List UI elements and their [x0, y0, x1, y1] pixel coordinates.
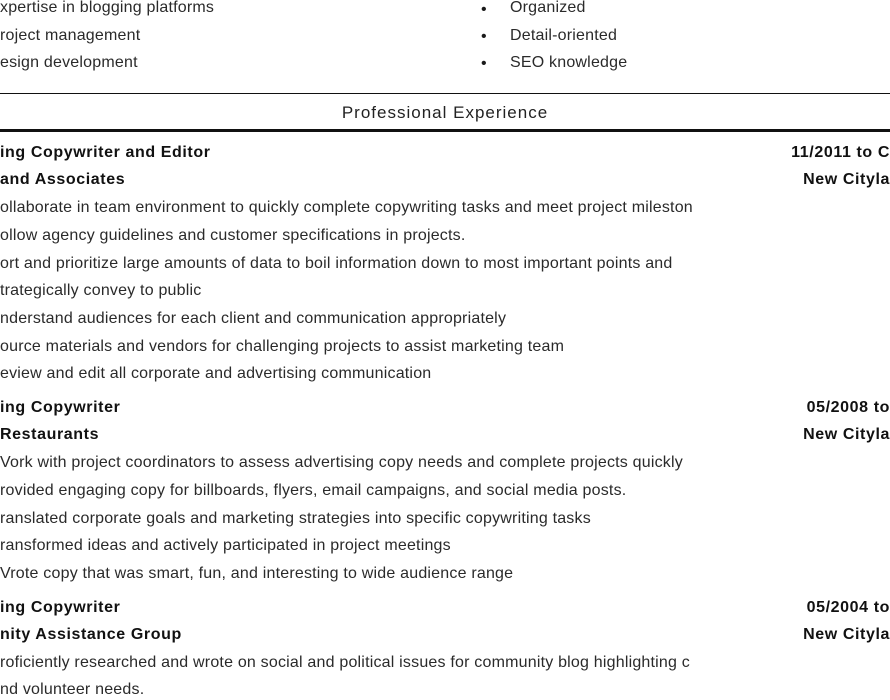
bullet-icon: • — [481, 28, 487, 45]
section-title: Professional Experience — [341, 103, 549, 122]
job-duty-line: ranslated corporate goals and marketing strategies into specific copywriting tasks — [0, 510, 591, 527]
job-duty-line: rovided engaging copy for billboards, flyers, email campaigns, and social media posts. — [0, 482, 627, 499]
skill-right-1: Organized — [510, 0, 586, 16]
job-title: ing Copywriter and Editor — [0, 144, 211, 161]
job-duty-line: ransformed ideas and actively participated in project meetings — [0, 537, 451, 554]
job-date: 11/2011 to C — [791, 144, 890, 161]
job-location: New Cityla — [803, 426, 890, 443]
skill-left-1: xpertise in blogging platforms — [0, 0, 215, 16]
job-title: ing Copywriter — [0, 399, 121, 416]
bullet-icon: • — [481, 55, 487, 72]
job-company: nity Assistance Group — [0, 626, 182, 643]
skill-right-2: Detail-oriented — [510, 27, 618, 44]
job-duty-line: ollow agency guidelines and customer specifications in projects. — [0, 227, 466, 244]
job-duty-line: Vork with project coordinators to assess advertising copy needs and complete projects quickly — [0, 454, 683, 471]
job-duty-line: roficiently researched and wrote on social and political issues for community blog highlighting c — [0, 654, 690, 671]
job-location: New Cityla — [803, 171, 890, 188]
job-duty-line: ource materials and vendors for challenging projects to assist marketing team — [0, 338, 565, 355]
section-rule-bottom — [0, 129, 890, 132]
job-duty-line: Vrote copy that was smart, fun, and interesting to wide audience range — [0, 565, 514, 582]
job-duty-line: nd volunteer needs. — [0, 681, 145, 698]
skill-right-3: SEO knowledge — [510, 54, 628, 71]
job-company: and Associates — [0, 171, 126, 188]
skill-left-2: roject management — [0, 27, 141, 44]
job-duty-line: ort and prioritize large amounts of data to boil information down to most important points and — [0, 255, 673, 272]
job-duty-line: nderstand audiences for each client and communication appropriately — [0, 310, 507, 327]
skill-left-3: esign development — [0, 54, 138, 71]
job-date: 05/2008 to — [806, 399, 890, 416]
job-duty-line: ollaborate in team environment to quickly complete copywriting tasks and meet project mileston — [0, 199, 693, 216]
section-rule-top — [0, 93, 890, 94]
job-location: New Cityla — [803, 626, 890, 643]
job-date: 05/2004 to — [806, 599, 890, 616]
job-company: Restaurants — [0, 426, 100, 443]
job-duty-line: eview and edit all corporate and advertising communication — [0, 365, 432, 382]
job-duty-line: trategically convey to public — [0, 282, 202, 299]
bullet-icon: • — [481, 1, 487, 18]
job-title: ing Copywriter — [0, 599, 121, 616]
